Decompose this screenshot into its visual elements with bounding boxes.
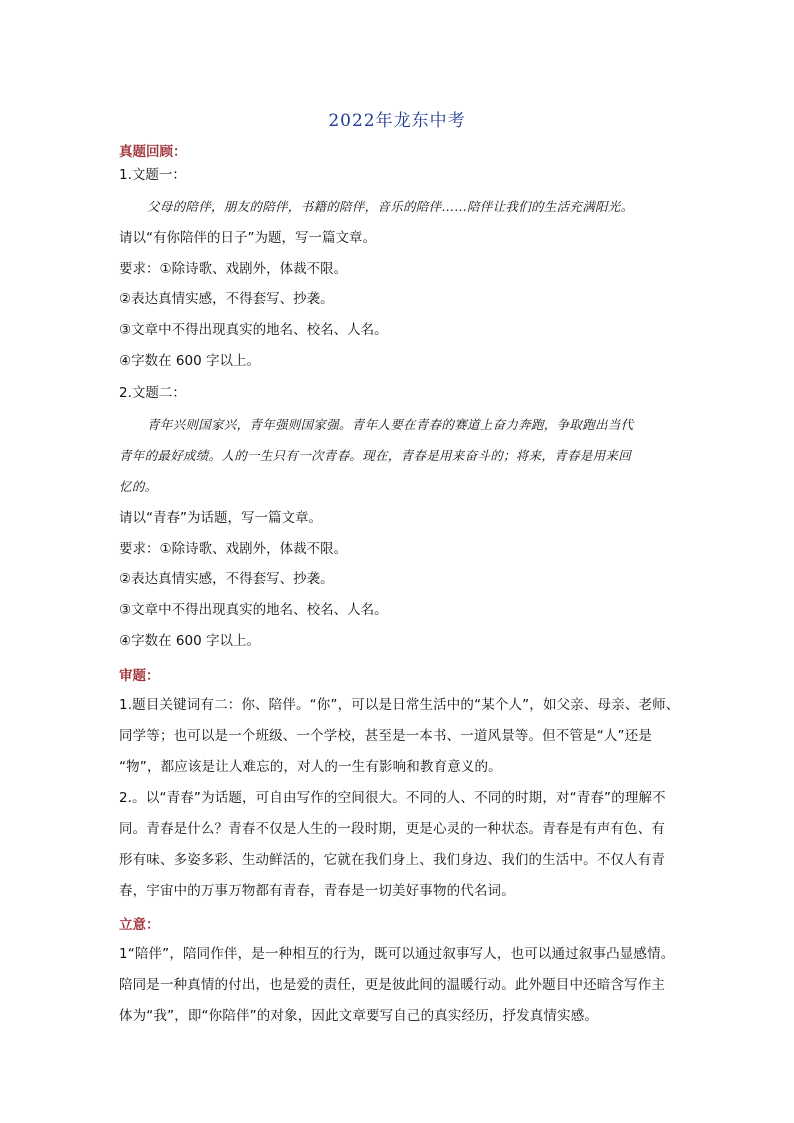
analysis-p1-line1: 1.题目关键词有二：你、陪伴。“你”，可以是日常生活中的“某个人”，如父亲、母亲、老师、: [119, 697, 680, 713]
section-analysis-heading: 审题：: [119, 668, 160, 684]
q2-req1: 要求：①除诗歌、戏剧外，体裁不限。: [119, 541, 348, 557]
q1-req4: ④字数在 600 字以上。: [119, 353, 260, 369]
analysis-p1-line3: “物”，都应该是让人难忘的，对人的一生有影响和教育意义的。: [119, 759, 502, 775]
section-idea-heading: 立意：: [119, 917, 160, 933]
q1-label: 1.文题一：: [119, 167, 186, 183]
q2-material-line1: 青年兴则国家兴，青年强则国家强。青年人要在青春的赛道上奋力奔跑，争取跑出当代: [147, 417, 634, 432]
q2-req2: ②表达真情实感，不得套写、抄袭。: [119, 571, 334, 587]
q1-req3: ③文章中不得出现真实的地名、校名、人名。: [119, 322, 388, 338]
q2-prompt: 请以“青春”为话题，写一篇文章。: [119, 510, 322, 526]
q2-material-line2: 青年的最好成绩。人的一生只有一次青春。现在，青春是用来奋斗的；将来，青春是用来回: [119, 448, 632, 463]
q2-req4: ④字数在 600 字以上。: [119, 633, 260, 649]
page-title: 2022年龙东中考: [328, 111, 466, 131]
idea-p1-line2: 陪同是一种真情的付出，也是爱的责任，更是彼此间的温暖行动。此外题目中还暗含写作主: [119, 977, 665, 993]
analysis-p2-line1: 2.。以“青春”为话题，可自由写作的空间很大。不同的人、不同的时期，对“青春”的理解不: [119, 790, 666, 806]
analysis-p2-line4: 春，宇宙中的万事万物都有青春，青春是一切美好事物的代名词。: [119, 883, 515, 899]
analysis-p2-line3: 形有味、多姿多彩、生动鲜活的，它就在我们身上、我们身边、我们的生活中。不仅人有青: [119, 852, 665, 868]
idea-p1-line3: 体为“我”，即“你陪伴”的对象，因此文章要写自己的真实经历，抒发真情实感。: [119, 1008, 599, 1024]
q1-req1: 要求：①除诗歌、戏剧外，体裁不限。: [119, 261, 348, 277]
section-review-heading: 真题回顾：: [119, 144, 187, 160]
q2-material-line3: 忆的。: [119, 479, 158, 494]
analysis-p1-line2: 同学等；也可以是一个班级、一个学校，甚至是一本书、一道风景等。但不管是“人”还是: [119, 728, 652, 744]
analysis-p2-line2: 同。青春是什么？青春不仅是人生的一段时期，更是心灵的一种状态。青春是有声有色、有: [119, 821, 665, 837]
q1-prompt: 请以“有你陪伴的日子”为题，写一篇文章。: [119, 230, 376, 246]
q1-req2: ②表达真情实感，不得套写、抄袭。: [119, 291, 334, 307]
q1-material: 父母的陪伴，朋友的陪伴，书籍的陪伴，音乐的陪伴……陪伴让我们的生活充满阳光。: [147, 199, 634, 214]
q2-req3: ③文章中不得出现真实的地名、校名、人名。: [119, 602, 388, 618]
idea-p1-line1: 1“陪伴”，陪同作伴，是一种相互的行为，既可以通过叙事写人，也可以通过叙事凸显感情。: [119, 946, 675, 962]
q2-label: 2.文题二：: [119, 385, 186, 401]
